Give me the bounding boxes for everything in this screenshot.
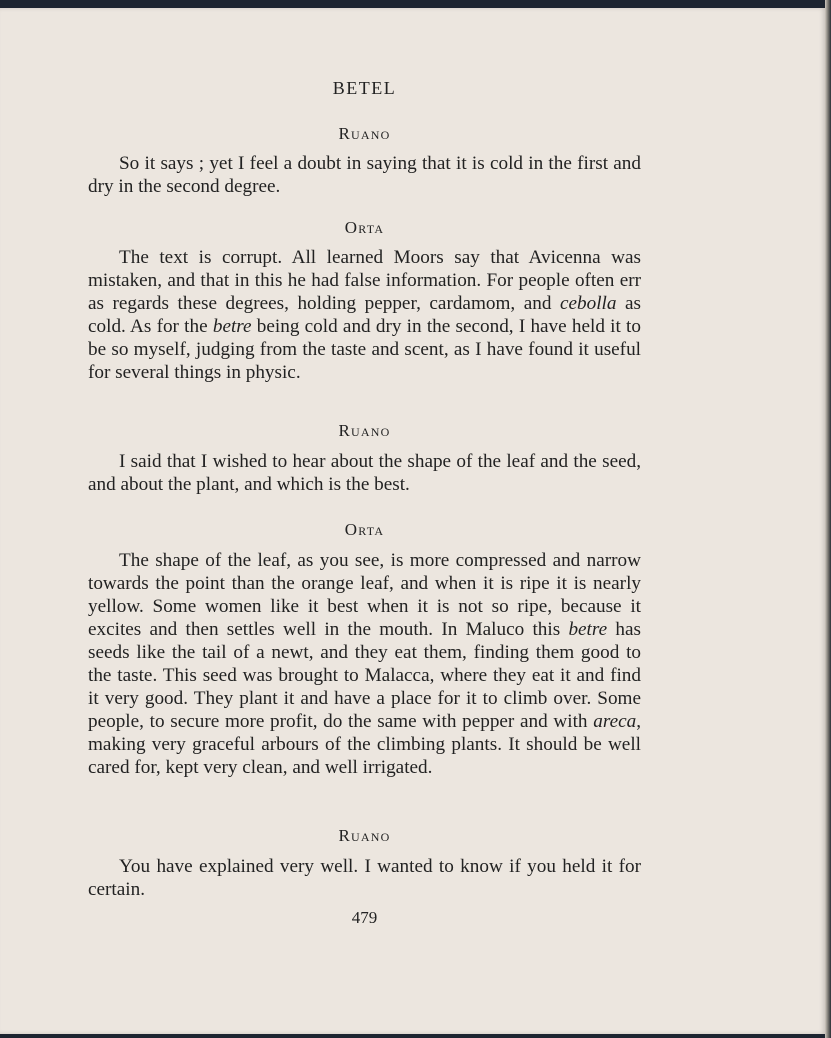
speaker-heading: Ruano <box>338 124 391 143</box>
paragraph: You have explained very well. I wanted to know if you held it for certain. <box>88 856 641 900</box>
page-number: 479 <box>351 908 378 927</box>
running-head: BETEL <box>332 78 397 98</box>
paragraph: The text is corrupt. All learned Moors say that Avicenna was mistaken, and that in this he had false information. For people often err as regards these degrees, holding pepper, cardamom, and cebolla as cold. As for the betre being cold and dry in the second, I have held it to be so myself, judging from the taste and scent, as I have found it useful for several things in physic. <box>88 247 641 383</box>
book-page <box>0 8 826 1034</box>
paragraph: I said that I wished to hear about the shape of the leaf and the seed, and about the plant, and which is the best. <box>88 451 641 495</box>
speaker-heading: Orta <box>344 218 385 237</box>
paragraph: So it says ; yet I feel a doubt in saying that it is cold in the first and dry in the second degree. <box>88 153 641 197</box>
paragraph: The shape of the leaf, as you see, is more compressed and narrow towards the point than the orange leaf, and when it is ripe it is nearly yellow. Some women like it best when it is not so ripe, because it excites and then settles well in the mouth. In Maluco this betre has seeds like the tail of a newt, and they eat them, finding them good to the taste. This seed was brought to Malacca, where they eat it and find it very good. They plant it and have a place for it to climb over. Some people, to secure more profit, do the same with pepper and with areca, making very graceful arbours of the climbing plants. It should be well cared for, kept very clean, and well irrigated. <box>88 550 641 778</box>
speaker-heading: Orta <box>344 520 385 539</box>
page-edge-shadow <box>825 0 831 1038</box>
speaker-heading: Ruano <box>338 826 391 845</box>
speaker-heading: Ruano <box>338 421 391 440</box>
